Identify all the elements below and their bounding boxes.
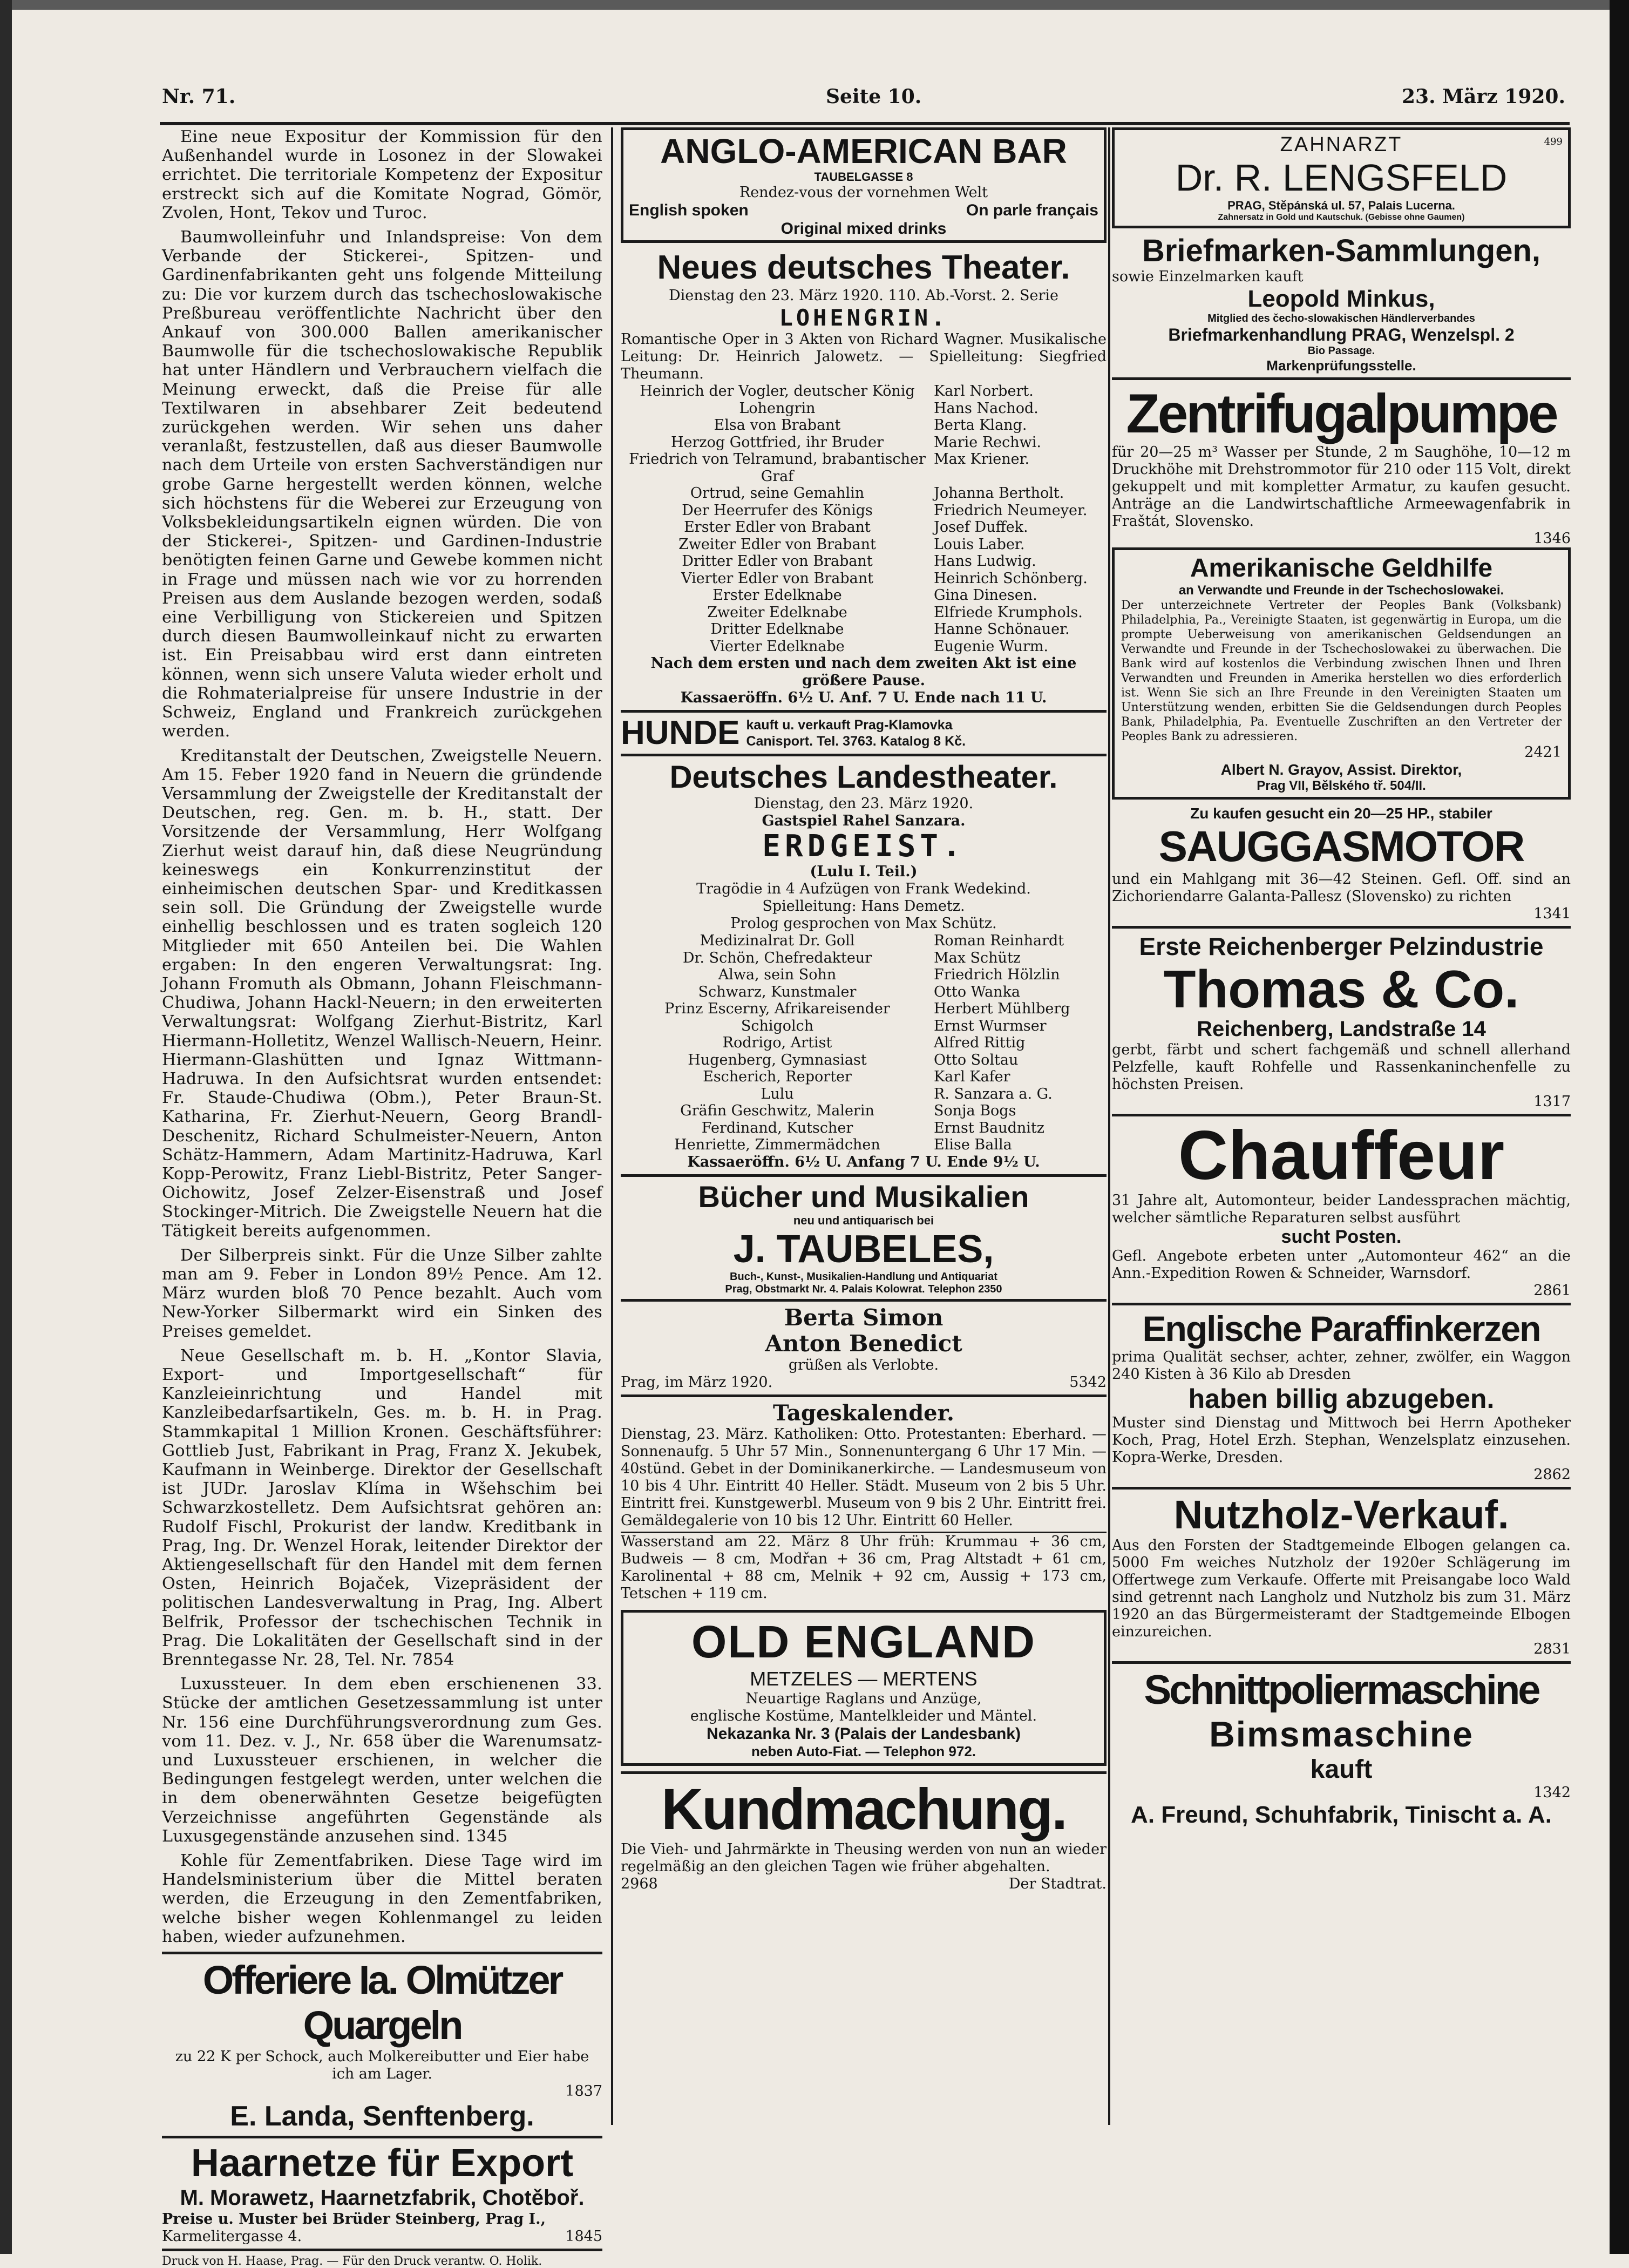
cast-actor: Otto Wanka (934, 983, 1021, 1000)
theater-opera: LOHENGRIN. (779, 304, 948, 331)
candles-cheap: haben billig abzugeben. (1188, 1384, 1495, 1414)
candles-text: prima Qualität sechser, achter, zehner, zwölfer, ein Waggon 240 Kisten à 36 Kilo ab Dresden (1112, 1349, 1571, 1383)
sauggas-code: 1341 (1533, 905, 1571, 922)
cast-row (621, 451, 1107, 485)
cast-actor: Johanna Bertholt. (934, 485, 1064, 502)
bar-title: ANGLO-AMERICAN BAR (660, 132, 1067, 171)
cast-row (621, 966, 1107, 984)
pump-text: für 20—25 m³ Wasser per Stunde, 2 m Saughöhe, 10—12 m Druckhöhe mit Drehstrommotor für 210 oder 115 Volt, direkt gekuppelt und mit kompletter Armatur, zu kaufen gesucht. Anträge an die Landwirtschaftliche Armeewagenfabrik in Fraštát, Slovensko. (1112, 444, 1571, 530)
dentist-addr: PRAG, Stěpánská ul. 57, Palais Lucerna. (1227, 199, 1455, 212)
article-gesellschaft: Neue Gesellschaft m. b. H. „Kontor Slavia, Export- und Importgesellschaft“ für Kanzleieinrichtung und Handel mit Kanzleibedarfsartikeln, Ges. m. b. H. in Prag. Stammkapital 1 Million Kronen. Geschäftsführer: Gottlieb Just, Fabrikant in Prag, Franz X. Jekubek, Kaufmann in Weinberge. Direktor der Gesellschaft ist JUDr. Jaroslav Klíma in Wšehschim bei Schwarzkostelletz. Dem Aufsichtsrat gehören an: Rudolf Fischl, Prokurist der landw. Kreditbank in Prag, Ing. Dr. Wenzel Horak, leitender Direktor der Aktiengesellschaft für den Handel mit dem fernen Osten, Heinrich Bojaček, Vizepräsident der politischen Landesverwaltung in Prag, Ing. Albert Belfrik, Professor der tschechischen Technik in Prag. Die Lokalitäten der Gesellschaft sind in der Brenntegasse Nr. 28, Tel. Nr. 7854 (162, 1346, 602, 1670)
page-header (162, 85, 1565, 118)
cast-role: Zweiter Edelknabe (707, 604, 847, 621)
cast-row (621, 621, 1107, 638)
oldengland-title: OLD ENGLAND (691, 1616, 1036, 1667)
scan-edge-right (1610, 0, 1629, 2254)
stamps-name: Leopold Minkus, (1247, 286, 1435, 312)
sauggas-title: SAUGGASMOTOR (1158, 822, 1524, 870)
divider (162, 2249, 602, 2251)
theater-times: Kassaeröffn. 6½ U. Anf. 7 U. Ende nach 11 U. (680, 689, 1047, 706)
sauggas-pre: Zu kaufen gesucht ein 20—25 HP., stabiler (1190, 805, 1492, 822)
bar-line1: Rendez-vous der vornehmen Welt (739, 184, 988, 201)
cast-row (621, 1086, 1107, 1103)
divider (621, 1394, 1107, 1397)
dentist-code: 499 (1544, 136, 1563, 147)
theater-date: Dienstag den 23. März 1920. 110. Ab.-Vorst. 2. Serie (668, 287, 1059, 304)
cast-role: Vierter Edler von Brabant (681, 570, 873, 587)
cast-actor: Elise Balla (934, 1136, 1012, 1153)
cast-actor: Roman Reinhardt (934, 932, 1064, 949)
cast-actor: Max Kriener. (934, 451, 1030, 468)
cast-actor: Gina Dinesen. (934, 587, 1037, 604)
issue-number: Nr. 71. (162, 85, 236, 108)
chauffeur-offer: Gefl. Angebote erbeten unter „Automonteur 462“ an die Ann.-Expedition Rowen & Schneider, Warnsdorf. (1112, 1248, 1571, 1282)
haarnetze-line2: Karmelitergasse 4. (162, 2228, 302, 2245)
cast-role: Schigolch (741, 1017, 814, 1034)
cast-role: Heinrich der Vogler, deutscher König (640, 383, 915, 400)
cast-actor: Elfriede Krumphols. (934, 604, 1083, 621)
cast-actor: Friedrich Hölzlin (934, 966, 1060, 983)
divider (1112, 1661, 1571, 1664)
geldhilfe-text: Der unterzeichnete Vertreter der Peoples Bank (Volksbank) Philadelphia, Pa., Vereinigte Staaten, ist gegenwärtig in Europa, um die prompte Ueberweisung von amerikanischen Geldsendungen an Verwandte und Freunde in der Tschechoslowakei zu überwachen. Die Bank wird auf kostenlos die Verbindung zwischen Ihnen und Ihren Verwandten und Freunden in Amerika herstellen wo dies erforderlich ist. Wenn Sie sich an Ihre Freunde in den Vereinigten Staaten um Unterstützung wenden, erbitten Sie die Geldsendungen durch Peoples Bank, Philadelphia, Pa. Eventuelle Zuschriften an den Vertreter der Peoples Bank zu adressieren. (1121, 599, 1562, 743)
ad-pump (1112, 383, 1571, 547)
cast-role: Henriette, Zimmermädchen (674, 1136, 880, 1153)
ad-anglo-american-bar (621, 127, 1107, 243)
geldhilfe-title: Amerikanische Geldhilfe (1190, 554, 1493, 583)
haarnetze-firm: M. Morawetz, Haarnetzfabrik, Chotěboř. (180, 2186, 585, 2210)
engagement-place: Prag, im März 1920. (621, 1373, 773, 1391)
cast-role: Dritter Edelknabe (710, 621, 844, 638)
hunde-line2: Canisport. Tel. 3763. Katalog 8 Kč. (746, 734, 966, 749)
divider (1112, 1303, 1571, 1305)
landestheater-desc: Tragödie in 4 Aufzügen von Frank Wedekind. (696, 881, 1031, 897)
cast-row (621, 1068, 1107, 1086)
ad-nutzholz (1112, 1493, 1571, 1658)
oldengland-line1: Neuartige Raglans und Anzüge, (745, 1690, 982, 1707)
pump-code: 1346 (1533, 530, 1571, 547)
books-line2: Prag, Obstmarkt Nr. 4. Palais Kolowrat. Telephon 2350 (725, 1283, 1002, 1295)
landestheater-guest: Gastspiel Rahel Sanzara. (762, 813, 966, 829)
dentist-title: ZAHNARZT (1280, 133, 1403, 156)
candles-title: Englische Paraffinkerzen (1142, 1309, 1540, 1349)
cast-actor: Friedrich Neumeyer. (934, 502, 1088, 519)
ad-haarnetze (162, 2142, 602, 2245)
cast-role: Gräfin Geschwitz, Malerin (680, 1102, 874, 1119)
cast-row (621, 502, 1107, 519)
divider (162, 1952, 602, 1954)
cast-role: Lulu (761, 1085, 794, 1102)
cast-row (621, 570, 1107, 587)
machine-title: Schnittpoliermaschine (1144, 1667, 1539, 1713)
divider (621, 710, 1107, 713)
quargeln-text: zu 22 K per Schock, auch Molkereibutter und Eier habe ich am Lager. (175, 2048, 589, 2083)
cast-role: Der Heerrufer des Königs (682, 502, 873, 519)
books-firm: J. TAUBELES, (733, 1227, 994, 1271)
cast-role: Vierter Edelknabe (710, 638, 845, 655)
furs-code: 1317 (1533, 1093, 1571, 1110)
cast-row (621, 638, 1107, 655)
cast-role: Friedrich von Telramund, brabantischer Graf (629, 451, 926, 485)
cast-actor: Hans Nachod. (934, 400, 1039, 417)
cast-role: Prinz Escerny, Afrikareisender (664, 1000, 890, 1017)
calendar-text: Dienstag, 23. März. Katholiken: Otto. Protestanten: Eberhard. — Sonnenaufg. 5 Uhr 57 Min., Sonnenuntergang 6 Uhr 17 Min. — 40stünd. Gebet in der Dominikanerkirche. — Landesmuseum von 10 bis 4 Uhr. Eintritt 40 Heller. Städt. Museum von 2 bis 5 Uhr. Eintritt frei. Kunstgewerbl. Museum von 9 bis 2 Uhr. Eintritt frei. Gemäldegalerie von 10 bis 12 Uhr. Eintritt 60 Heller. (621, 1425, 1107, 1529)
furs-text: gerbt, färbt und schert fachgemäß und schnell allerhand Pelzfelle, kauft Rohfelle und Rassenkaninchenfelle zu höchsten Preisen. (1112, 1041, 1571, 1093)
cast-role: Ortrud, seine Gemahlin (690, 485, 865, 502)
calendar-title: Tageskalender. (773, 1400, 954, 1426)
cast-row (621, 536, 1107, 553)
cast-row (621, 383, 1107, 400)
books-line1: Buch-, Kunst-, Musikalien-Handlung und Antiquariat (730, 1270, 997, 1283)
hunde-title: HUNDE (621, 714, 740, 752)
cast-actor: Max Schütz (934, 949, 1021, 966)
cast-actor: R. Sanzara a. G. (934, 1085, 1053, 1102)
candles-text2: Muster sind Dienstag und Mittwoch bei Herrn Apotheker Koch, Prag, Hotel Erzh. Stephan, Wenzelsplatz einzusehen. Kopra-Werke, Dresden. (1112, 1414, 1571, 1466)
cast-role: Lohengrin (739, 400, 816, 417)
theater-desc: Romantische Oper in 3 Akten von Richard Wagner. Musikalische Leitung: Dr. Heinrich Jalowetz. — Spielleitung: Siegfried Theumann. (621, 331, 1107, 382)
cast-role: Escherich, Reporter (703, 1068, 852, 1085)
cast-role: Erster Edler von Brabant (684, 519, 871, 536)
cast-role: Rodrigo, Artist (722, 1034, 832, 1051)
header-rule (160, 122, 1570, 125)
article-luxussteuer: Luxussteuer. In dem eben erschienenen 33. Stücke der amtlichen Gesetzessammlung ist unter Nr. 156 eine Durchführungsverordnung zum Ges. vom 11. Dez. v. J., Nr. 658 über die Warenumsatz- und Luxussteuer erschienen, in welcher die Bedingungen festgelegt werden, unter welchen die in dem obenerwähnten Gesetze beigefügten Verzeichnisse angeführten Gegenstände als Luxusgegenstände anzusehen sind. 1345 (162, 1675, 602, 1846)
calendar-water: Wasserstand am 22. März 8 Uhr früh: Krummau + 36 cm, Budweis — 8 cm, Modřan + 36 cm, Prag Altstadt + 61 cm, Karolinental + 88 cm, Melnik + 92 cm, Aussig + 173 cm, Tetschen + 119 cm. (621, 1532, 1107, 1602)
cast-row (621, 587, 1107, 604)
article-expositur: Eine neue Expositur der Kommission für den Außenhandel wurde in Losonez in der Slowakei errichtet. Die territoriale Kompetenz der Expositur erstreckt sich auf die Komitate Nograd, Gömör, Zvolen, Hont, Tekov und Turoc. (162, 127, 602, 222)
ad-chauffeur (1112, 1117, 1571, 1299)
stamps-title: Briefmarken-Sammlungen, (1142, 233, 1541, 268)
column-news (162, 127, 602, 2268)
calendar (621, 1400, 1107, 1602)
bar-spoken-right: On parle français (966, 201, 1098, 219)
ad-engagement (621, 1305, 1107, 1391)
ad-kundmachung (621, 1777, 1107, 1893)
oldengland-address: Nekazanka Nr. 3 (Palais der Landesbank) (707, 1724, 1021, 1743)
ad-deutsches-landestheater (621, 760, 1107, 1171)
oldengland-line2: englische Kostüme, Mantelkleider und Mäntel. (690, 1707, 1037, 1724)
landestheater-date: Dienstag, den 23. März 1920. (754, 795, 974, 812)
ad-pelzindustrie (1112, 932, 1571, 1111)
bar-drinks: Original mixed drinks (780, 220, 947, 238)
cast-role: Erster Edelknabe (712, 587, 842, 604)
wood-title: Nutzholz-Verkauf. (1173, 1492, 1509, 1537)
kundmachung-signer: Der Stadtrat. (1008, 1875, 1107, 1892)
divider (1112, 1487, 1571, 1490)
cast-actor: Otto Soltau (934, 1051, 1019, 1068)
sauggas-text: und ein Mahlgang mit 36—42 Steinen. Gefl. Off. sind an Zichoriendarre Galanta-Pallesz (Slovensko) zu richten (1112, 871, 1571, 905)
article-kohle: Kohle für Zementfabriken. Diese Tage wird im Handelsministerium über die Mittel beraten werden, die Erzeugung in den Zementfabriken, welche bisher wegen Kohlenmangel zu leiden haben, wieder aufzunehmen. (162, 1851, 602, 1946)
landestheater-direction: Spielleitung: Hans Demetz. (762, 898, 965, 915)
geldhilfe-addr: Prag VII, Bělského tř. 504/II. (1257, 778, 1426, 793)
cast-row (621, 1034, 1107, 1052)
column-ads-center (621, 127, 1107, 2125)
divider (1112, 926, 1571, 929)
furs-city: Reichenberg, Landstraße 14 (1197, 1017, 1486, 1041)
cast-actor: Eugenie Wurm. (934, 638, 1049, 655)
chauffeur-text: 31 Jahre alt, Automonteur, beider Landessprachen mächtig, welcher sämtliche Reparaturen selbst ausführt (1112, 1192, 1571, 1226)
wood-text: Aus den Forsten der Stadtgemeinde Elbogen gelangen ca. 5000 Fm weiches Nutzholz der 1920er Schlägerung im Offertwege zum Verkaufe. Offerte mit Preisangabe loco Wald sind getrennt nach Langholz und Nutzholz bis zum 31. März 1920 an das Bürgermeisteramt der Stadtgemeinde Elbogen einzureichen. (1112, 1537, 1571, 1640)
ad-geldhilfe (1112, 547, 1571, 800)
imprint: Druck von H. Haase, Prag. — Für den Druck verantw. O. Holik. (162, 2255, 542, 2268)
cast-role: Schwarz, Kunstmaler (698, 983, 857, 1000)
cast-actor: Karl Kafer (934, 1068, 1010, 1085)
quargeln-code: 1837 (565, 2083, 602, 2100)
oldengland-tel: neben Auto-Fiat. — Telephon 972. (751, 1743, 976, 1759)
ad-stamps (1112, 234, 1571, 374)
stamps-sub: sowie Einzelmarken kauft (1112, 268, 1304, 285)
scan-edge-top (0, 0, 1629, 10)
cast-role: Dritter Edler von Brabant (682, 553, 873, 570)
article-baumwolle: Baumwolleinfuhr und Inlandspreise: Von dem Verbande der Stickerei-, Spitzen- und Gardinenfabrikanten geht uns folgende Mitteilung zu: Die vor kurzem durch das tschechoslowakische Preßbureau veröffentlichte Nachricht über den Ankauf von 300.000 Ballen amerikanischer Baumwolle für die tschechoslowakische Republik hat unter Händlern und Verbrauchern vielfach die Meinung erweckt, daß die Preise für alle Textilwaren in absehbarer Zeit bedeutend zurückgehen werden. Wir sehen uns daher veranlaßt, festzustellen, daß aus dieser Baumwolle nach dem Urteile von ersten Sachverständigen nur grobe Garne hergestellt werden können, welche sich höchstens für die Weberei zur Erzeugung von Volksbekleidungsartikeln eignen würden. Die von der Stickerei-, Spitzen- und Gardinen-Industrie benötigten feinen Garne und Gewebe kommen nicht in Frage und müssen nach wie vor zu horrenden Preisen aus dem Auslande bezogen werden, sodaß eine Verbilligung von Stickereien und Spitzen durch diesen Baumwolleinkauf nicht zu erwarten ist. Ein Preisabbau wird erst dann eintreten können, wenn sich unsere Valuta wieder erholt und die Rohmaterialpreise für unsere Industrie in der Schweiz, England und Frankreich zurückgehen werden. (162, 228, 602, 741)
cast-role: Dr. Schön, Chefredakteur (682, 949, 872, 966)
theater-cast (621, 383, 1107, 655)
stamps-member: Mitglied des čecho-slowakischen Händlerverbandes (1207, 313, 1475, 324)
ad-books (621, 1180, 1107, 1296)
geldhilfe-name: Albert N. Grayov, Assist. Direktor, (1220, 761, 1462, 778)
ad-quargeln (162, 1958, 602, 2132)
engagement-name1: Berta Simon (784, 1304, 944, 1331)
cast-row (621, 434, 1107, 451)
article-silberpreis: Der Silberpreis sinkt. Für die Unze Silber zahlte man am 9. Feber in London 89½ Pence. Am 12. März wurden bloß 70 Pence bezahlt. Auch vom New-Yorker Silbermarkt wird ein Sinken des Preises gemeldet. (162, 1245, 602, 1341)
cast-row (621, 400, 1107, 417)
machine-firm: A. Freund, Schuhfabrik, Tinischt a. A. (1131, 1802, 1552, 1828)
cast-row (621, 1000, 1107, 1018)
kundmachung-code: 2968 (621, 1875, 658, 1892)
chauffeur-title: Chauffeur (1178, 1117, 1505, 1194)
engagement-name2: Anton Benedict (765, 1330, 962, 1357)
ad-hunde (621, 716, 1107, 750)
cast-role: Herzog Gottfried, ihr Bruder (670, 434, 884, 451)
books-title: Bücher und Musikalien (698, 1179, 1029, 1214)
quargeln-firm: E. Landa, Senftenberg. (230, 2101, 534, 2132)
stamps-test: Markenprüfungsstelle. (1266, 357, 1416, 374)
divider (162, 2136, 602, 2138)
cast-role: Alwa, sein Sohn (718, 966, 837, 983)
cast-actor: Ernst Baudnitz (934, 1119, 1045, 1136)
ad-paraffinkerzen (1112, 1309, 1571, 1484)
cast-row (621, 417, 1107, 434)
cast-role: Hugenberg, Gymnasiast (688, 1051, 867, 1068)
cast-row (621, 553, 1107, 570)
haarnetze-code: 1845 (565, 2228, 602, 2245)
column-ads-right (1112, 127, 1571, 2125)
chauffeur-seek: sucht Posten. (1281, 1227, 1402, 1247)
cast-actor: Alfred Rittig (934, 1034, 1026, 1051)
furs-firm: Thomas & Co. (1163, 959, 1519, 1019)
divider (1112, 1114, 1571, 1116)
cast-actor: Karl Norbert. (934, 383, 1034, 400)
engagement-code: 5342 (1069, 1373, 1107, 1391)
chauffeur-code: 2861 (1533, 1282, 1571, 1299)
divider (1112, 377, 1571, 380)
divider (621, 754, 1107, 756)
haarnetze-line1: Preise u. Muster bei Brüder Steinberg, Prag I., (162, 2211, 546, 2228)
divider (621, 1299, 1107, 1302)
scan-edge-left (0, 0, 12, 2254)
cast-actor: Sonja Bogs (934, 1102, 1016, 1119)
divider (621, 1771, 1107, 1774)
books-sub: neu und antiquarisch bei (793, 1213, 934, 1227)
candles-code: 2862 (1533, 1466, 1571, 1483)
dentist-note: Zahnersatz in Gold und Kautschuk. (Gebisse ohne Gaumen) (1218, 213, 1465, 222)
cast-role: Medizinalrat Dr. Goll (700, 932, 855, 949)
machine-code: 1342 (1533, 1784, 1571, 1801)
pump-title: Zentrifugalpumpe (1126, 383, 1557, 444)
dentist-name: Dr. R. LENGSFELD (1175, 157, 1508, 199)
stamps-firm: Briefmarkenhandlung PRAG, Wenzelspl. 2 (1168, 325, 1515, 344)
column-rule-1 (611, 127, 613, 2125)
cast-role: Elsa von Brabant (714, 417, 841, 434)
theater-title: Neues deutsches Theater. (657, 249, 1070, 286)
bar-sub: TAUBELGASSE 8 (814, 170, 913, 184)
cast-actor: Heinrich Schönberg. (934, 570, 1088, 587)
landestheater-times: Kassaeröffn. 6½ U. Anfang 7 U. Ende 9½ U. (687, 1153, 1040, 1170)
machine-title2: Bimsmaschine (1209, 1714, 1474, 1754)
article-kreditanstalt: Kreditanstalt der Deutschen, Zweigstelle Neuern. Am 15. Feber 1920 fand in Neuern die gründende Versammlung der Zweigstelle der Kreditanstalt der Deutschen, reg. Gen. m. b. H., statt. Der Vorsitzende der Versammlung, Herr Wolfgang Zierhut weist darauf hin, daß diese Neugründung keineswegs ein Konkurrenzinstitut der einheimischen deutschen Spar- und Kreditkassen sein soll. Die Gründung der Zweigstelle wurde einhellig beschlossen und es traten sogleich 120 Mitglieder mit 650 Anteilen bei. Die Wahlen ergaben: In den engeren Verwaltungsrat: Ing. Johann Fromuth als Obmann, Johann Fleischmann-Chudiwa, Johann Hackl-Neuern; in den erweiterten Verwaltungsrat: Wolfgang Zierhut-Bistritz, Karl Hiermann-Holletitz, Wenzel Wallisch-Neuern, Heinr. Hiermann-Glashütten und Ignaz Wittmann-Hadruwa. In den Aufsichtsrat wurden entsendet: Fr. Staude-Chudiwa (Obm.), Peter Braun-St. Katharina, Fr. Zierhut-Neuern, Georg Brandl-Deschenitz, Richard Schulmeister-Neuern, Anton Schätz-Hammern, Adam Martinitz-Hadruwa, Karl Kopp-Perowitz, Franz Liebl-Bistritz, Peter Sanger-Oichowitz, Josef Zelzer-Eisenstraß und Josef Stockinger-Mitrich. Die Zweigstelle Neuern hat die Tätigkeit bereits aufgenommen. (162, 746, 602, 1241)
issue-date: 23. März 1920. (1401, 85, 1565, 108)
cast-actor: Marie Rechwi. (934, 434, 1041, 451)
cast-row (621, 1136, 1107, 1154)
cast-row (621, 519, 1107, 536)
wood-code: 2831 (1533, 1641, 1571, 1657)
cast-row (621, 485, 1107, 502)
cast-actor: Herbert Mühlberg (934, 1000, 1070, 1017)
cast-row (621, 604, 1107, 621)
divider (621, 1174, 1107, 1177)
cast-row (621, 1120, 1107, 1137)
quargeln-headline: Offeriere Ia. Olmützer Quargeln (202, 1958, 562, 2048)
landestheater-cast (621, 932, 1107, 1154)
cast-actor: Hans Ludwig. (934, 553, 1036, 570)
ad-dentist (1112, 127, 1571, 228)
ad-schnittpoliermaschine (1112, 1667, 1571, 1829)
cast-actor: Hanne Schönauer. (934, 621, 1070, 638)
cast-row (621, 1102, 1107, 1120)
cast-row (621, 1018, 1107, 1035)
cast-row (621, 950, 1107, 967)
hunde-line1: kauft u. verkauft Prag-Klamovka (746, 717, 953, 733)
cast-actor: Louis Laber. (934, 536, 1025, 553)
bar-spoken-left: English spoken (629, 201, 749, 219)
ad-old-england (621, 1610, 1107, 1766)
oldengland-firm: METZELES — MERTENS (750, 1667, 978, 1690)
landestheater-title: Deutsches Landestheater. (669, 760, 1058, 795)
landestheater-play: ERDGEIST. (762, 829, 965, 864)
ad-neues-deutsches-theater (621, 248, 1107, 707)
kundmachung-text: Die Vieh- und Jahrmärkte in Theusing werden von nun an wieder regelmäßig an den gleichen Tagen wie früher abgehalten. (621, 1840, 1107, 1875)
theater-pause: Nach dem ersten und nach dem zweiten Akt ist eine größere Pause. (650, 655, 1077, 689)
geldhilfe-sub: an Verwandte und Freunde in der Tschechoslowakei. (1178, 583, 1504, 598)
cast-actor: Berta Klang. (934, 417, 1027, 434)
landestheater-sub: (Lulu I. Teil.) (810, 863, 918, 880)
cast-actor: Ernst Wurmser (934, 1017, 1047, 1034)
kundmachung-title: Kundmachung. (661, 1776, 1066, 1842)
geldhilfe-code: 2421 (1524, 744, 1562, 761)
page-number: Seite 10. (826, 85, 922, 108)
cast-role: Ferdinand, Kutscher (701, 1119, 853, 1136)
haarnetze-headline: Haarnetze für Export (191, 2142, 574, 2185)
stamps-passage: Bio Passage. (1307, 345, 1375, 357)
cast-row (621, 1052, 1107, 1069)
cast-actor: Josef Duffek. (934, 519, 1028, 536)
cast-row (621, 984, 1107, 1001)
column-rule-2 (1108, 127, 1110, 2125)
cast-row (621, 932, 1107, 950)
landestheater-prolog: Prolog gesprochen von Max Schütz. (730, 915, 997, 932)
ad-sauggasmotor (1112, 805, 1571, 923)
cast-role: Zweiter Edler von Brabant (678, 536, 876, 553)
engagement-greet: grüßen als Verlobte. (788, 1356, 939, 1373)
machine-buy: kauft (1310, 1755, 1373, 1784)
furs-title: Erste Reichenberger Pelzindustrie (1139, 932, 1544, 960)
